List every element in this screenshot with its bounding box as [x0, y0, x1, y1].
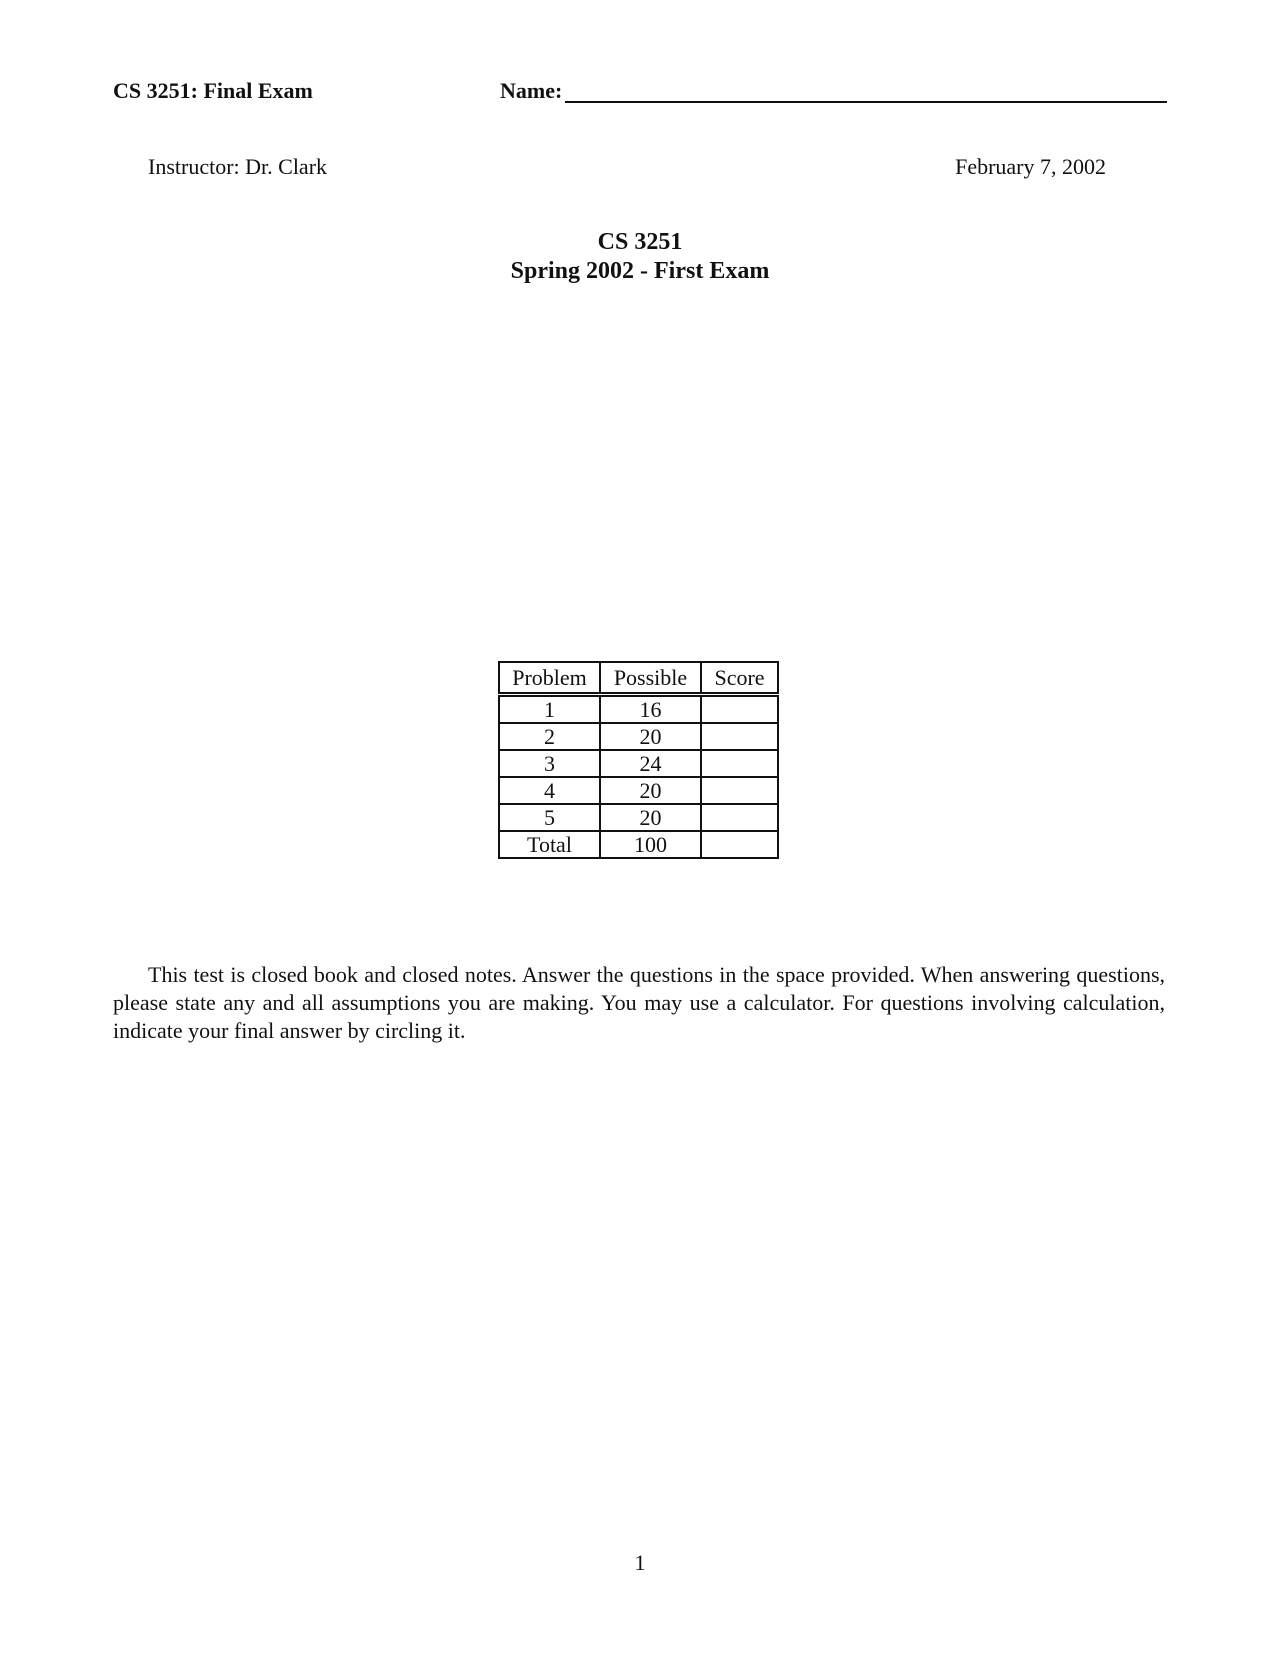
possible-cell: 20 — [600, 777, 701, 804]
possible-cell: 100 — [600, 831, 701, 858]
page-number: 1 — [634, 1550, 646, 1575]
exam-date: February 7, 2002 — [955, 154, 1106, 179]
name-label: Name: — [500, 78, 563, 103]
problem-cell: Total — [499, 831, 600, 858]
score-cell[interactable] — [701, 777, 778, 804]
table-row-total — [499, 831, 778, 858]
problem-cell: 2 — [499, 723, 600, 750]
score-table — [498, 661, 779, 859]
course-label: CS 3251: Final Exam — [113, 78, 313, 103]
score-cell[interactable] — [701, 695, 778, 724]
score-cell[interactable] — [701, 804, 778, 831]
table-row — [499, 723, 778, 750]
possible-cell: 24 — [600, 750, 701, 777]
column-header-problem: Problem — [499, 662, 600, 695]
problem-cell: 4 — [499, 777, 600, 804]
score-cell[interactable] — [701, 723, 778, 750]
table-row — [499, 777, 778, 804]
score-cell[interactable] — [701, 831, 778, 858]
name-blank-line[interactable] — [565, 101, 1167, 103]
problem-cell: 3 — [499, 750, 600, 777]
instructor-label: Instructor: Dr. Clark — [148, 154, 328, 179]
score-table-header-row — [499, 662, 778, 695]
problem-cell: 5 — [499, 804, 600, 831]
possible-cell: 20 — [600, 804, 701, 831]
table-row — [499, 750, 778, 777]
table-row — [499, 804, 778, 831]
exam-title-course: CS 3251 — [597, 229, 683, 255]
possible-cell: 16 — [600, 695, 701, 724]
exam-instructions: This test is closed book and closed notes. Answer the questions in the space provided. When answering questions, please state any and all assumptions you are making. You may use a calculator. For questions involving calculation, indicate your final answer by circling it. — [113, 962, 1165, 1043]
score-cell[interactable] — [701, 750, 778, 777]
column-header-possible: Possible — [600, 662, 701, 695]
exam-title-term: Spring 2002 - First Exam — [510, 258, 770, 284]
problem-cell: 1 — [499, 695, 600, 724]
possible-cell: 20 — [600, 723, 701, 750]
table-row — [499, 695, 778, 724]
column-header-score: Score — [701, 662, 778, 695]
